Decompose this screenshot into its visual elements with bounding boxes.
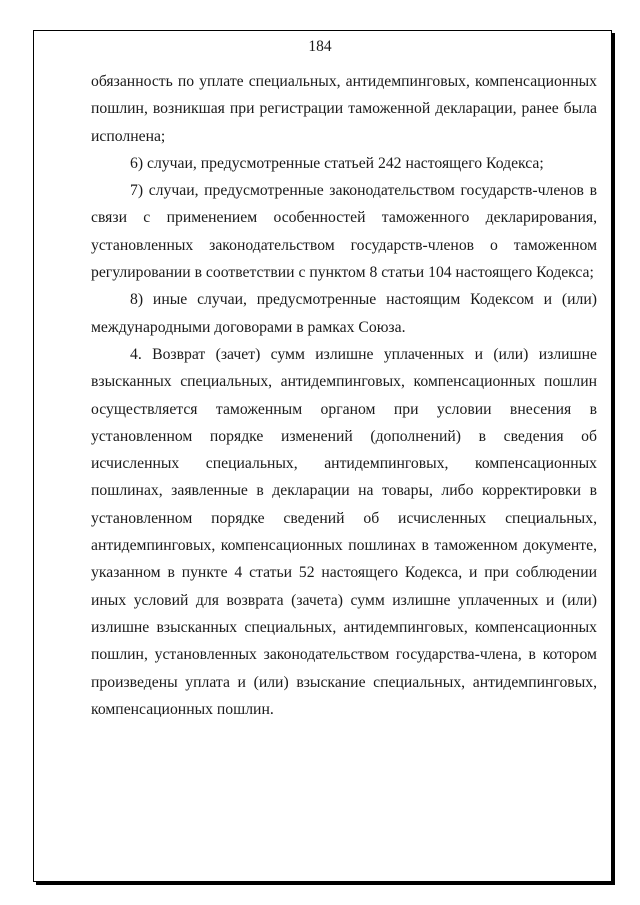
page-number: 184 xyxy=(308,38,332,55)
paragraph-item-6: 6) случаи, предусмотренные статьей 242 настоящего Кодекса; xyxy=(130,154,544,172)
paragraph-item-8: 8) иные случаи, предусмотренные настоящим Кодексом и (или) международными договорами в рамках Союза. xyxy=(91,291,597,336)
paragraph-point-4: 4. Возврат (зачет) сумм излишне уплаченных и (или) излишне взысканных специальных, антидемпинговых, компенсационных пошлин осуществляется таможенным органом при условии внесения в установленном порядке изменений (дополнений) в сведения об исчисленных специальных, антидемпинговых, компенсационных пошлинах, заявленные в декларации на товары, либо корректировки в установленном порядке сведений об исчисленных специальных, антидемпинговых, компенсационных пошлинах в таможенном документе, указанном в пункте 4 статьи 52 настоящего Кодекса, и при соблюдении иных условий для возврата (зачета) сумм излишне уплаченных и (или) излишне взысканных специальных, антидемпинговых, компенсационных пошлин, установленных законодательством государства-члена, в котором произведены уплата и (или) взыскание специальных, антидемпинговых, компенсационных пошлин. xyxy=(91,345,597,718)
document-body xyxy=(91,68,597,723)
paragraph-continuation: обязанность по уплате специальных, антидемпинговых, компенсационных пошлин, возникшая при регистрации таможенной декларации, ранее была исполнена; xyxy=(91,73,597,145)
paragraph-item-7: 7) случаи, предусмотренные законодательством государств-членов в связи с применением особенностей таможенного декларирования, установленных законодательством государств-членов о таможенном регулировании в соответствии с пунктом 8 статьи 104 настоящего Кодекса; xyxy=(91,182,597,282)
